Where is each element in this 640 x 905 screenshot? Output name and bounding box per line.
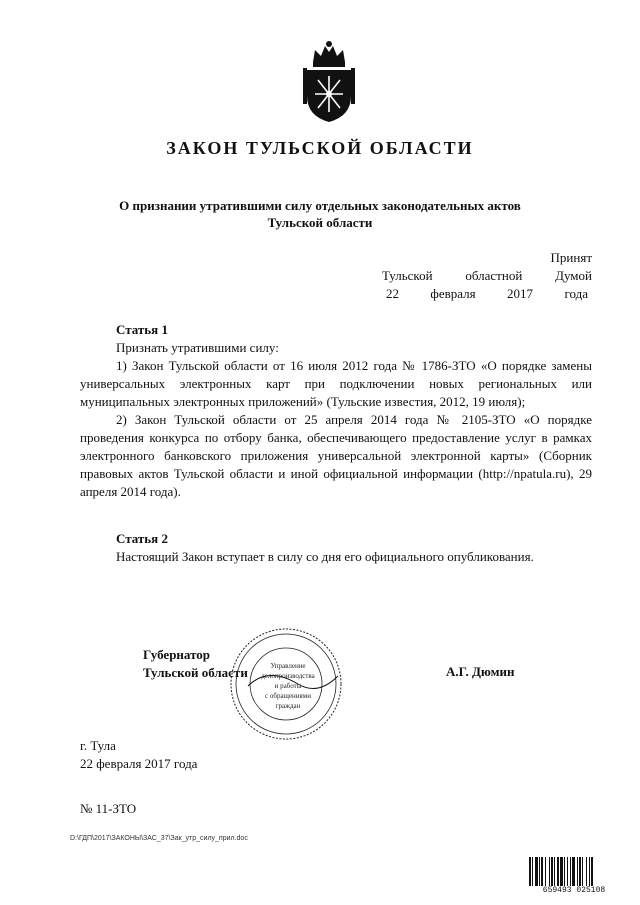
article-1-heading: Статья 1	[116, 322, 168, 337]
barcode-bar	[529, 857, 531, 887]
adopted-by	[382, 267, 592, 285]
article-1-item-2: 2) Закон Тульской области от 25 апреля 2014 года № 2105-ЗТО «О порядке проведения конкурса по отбору банка, обеспечивающего предоставление услуг в рамках электронного банковского приложения универсальной электронной карты» (Сборник правовых актов Тульской области и иной официальной информации (http://npatula.ru), 29 апреля 2014 года).	[80, 412, 592, 499]
article-1-lead: Признать утратившими силу:	[116, 340, 279, 355]
barcode-bar	[579, 857, 581, 887]
place: г. Тула	[80, 738, 116, 753]
subtitle-line-2: Тульской области	[267, 215, 373, 230]
stamp-line: с обращениями	[265, 692, 311, 700]
barcode-bar	[541, 857, 543, 887]
document-subtitle	[60, 197, 580, 231]
adopted-date-part: февраля	[430, 286, 476, 301]
barcode-bar	[554, 857, 555, 887]
article-1	[80, 321, 592, 501]
adopted-by-word: областной	[465, 268, 523, 283]
barcode-bar	[545, 857, 546, 887]
article-2	[80, 530, 592, 566]
barcode-bar	[535, 857, 538, 887]
barcode-bar	[549, 857, 550, 887]
barcode-bar	[551, 857, 553, 887]
barcode-bar	[539, 857, 540, 887]
governor-name: А.Г. Дюмин	[446, 664, 515, 679]
article-2-text: Настоящий Закон вступает в силу со дня его официального опубликования.	[116, 549, 534, 564]
adopted-date-part: 2017	[507, 286, 534, 301]
barcode-bar	[572, 857, 575, 887]
barcode-bar	[586, 857, 587, 887]
governor-line-1: Губернатор	[143, 647, 211, 662]
article-1-item-1: 1) Закон Тульской области от 16 июля 2012 года № 1786-ЗТО «О порядке замены универсальных электронных карт при подключении новых региональных или муниципальных электронных приложений» (Тульские известия, 2012, 19 июля);	[80, 358, 592, 409]
document-title: ЗАКОН ТУЛЬСКОЙ ОБЛАСТИ	[166, 138, 474, 158]
subtitle-line-1: О признании утратившими силу отдельных законодательных актов	[119, 198, 521, 213]
stamp-line: граждан	[275, 702, 301, 710]
barcode-bar	[570, 857, 571, 887]
official-stamp	[228, 626, 344, 742]
barcode-number: 659493 025108	[528, 886, 620, 895]
place-and-date	[80, 737, 197, 773]
adopted-by-word: Думой	[555, 268, 592, 283]
barcode-bar	[560, 857, 563, 887]
barcode-bar	[564, 857, 565, 887]
file-path: D:\ГДП\2017\ЗАКОНЫ\ЗАС_37\Зак_утр_силу_прил.doc	[70, 835, 248, 842]
adopted-date	[382, 285, 592, 303]
adopted-label: Принят	[550, 250, 592, 265]
barcode-bar	[589, 857, 590, 887]
tula-coat-of-arms-emblem	[301, 40, 357, 124]
stamp-line: Управление	[270, 662, 306, 670]
stamp-line: делопроизводства	[261, 672, 315, 680]
barcode-bar	[567, 857, 568, 887]
barcode-bar	[577, 857, 578, 887]
barcode-bar	[591, 857, 593, 887]
barcode-bar	[582, 857, 583, 887]
adoption-block	[382, 249, 592, 303]
signing-date: 22 февраля 2017 года	[80, 756, 198, 771]
adopted-by-word: Тульской	[382, 268, 433, 283]
governor-title	[143, 646, 248, 682]
barcode-bar	[557, 857, 559, 887]
law-number: № 11-ЗТО	[80, 801, 137, 816]
stamp-line: и работы	[274, 682, 302, 690]
barcode-bar	[532, 857, 533, 887]
adopted-date-part: года	[564, 286, 588, 301]
adopted-date-part: 22	[386, 286, 399, 301]
article-2-heading: Статья 2	[116, 531, 168, 546]
governor-line-2: Тульской области	[143, 665, 248, 680]
